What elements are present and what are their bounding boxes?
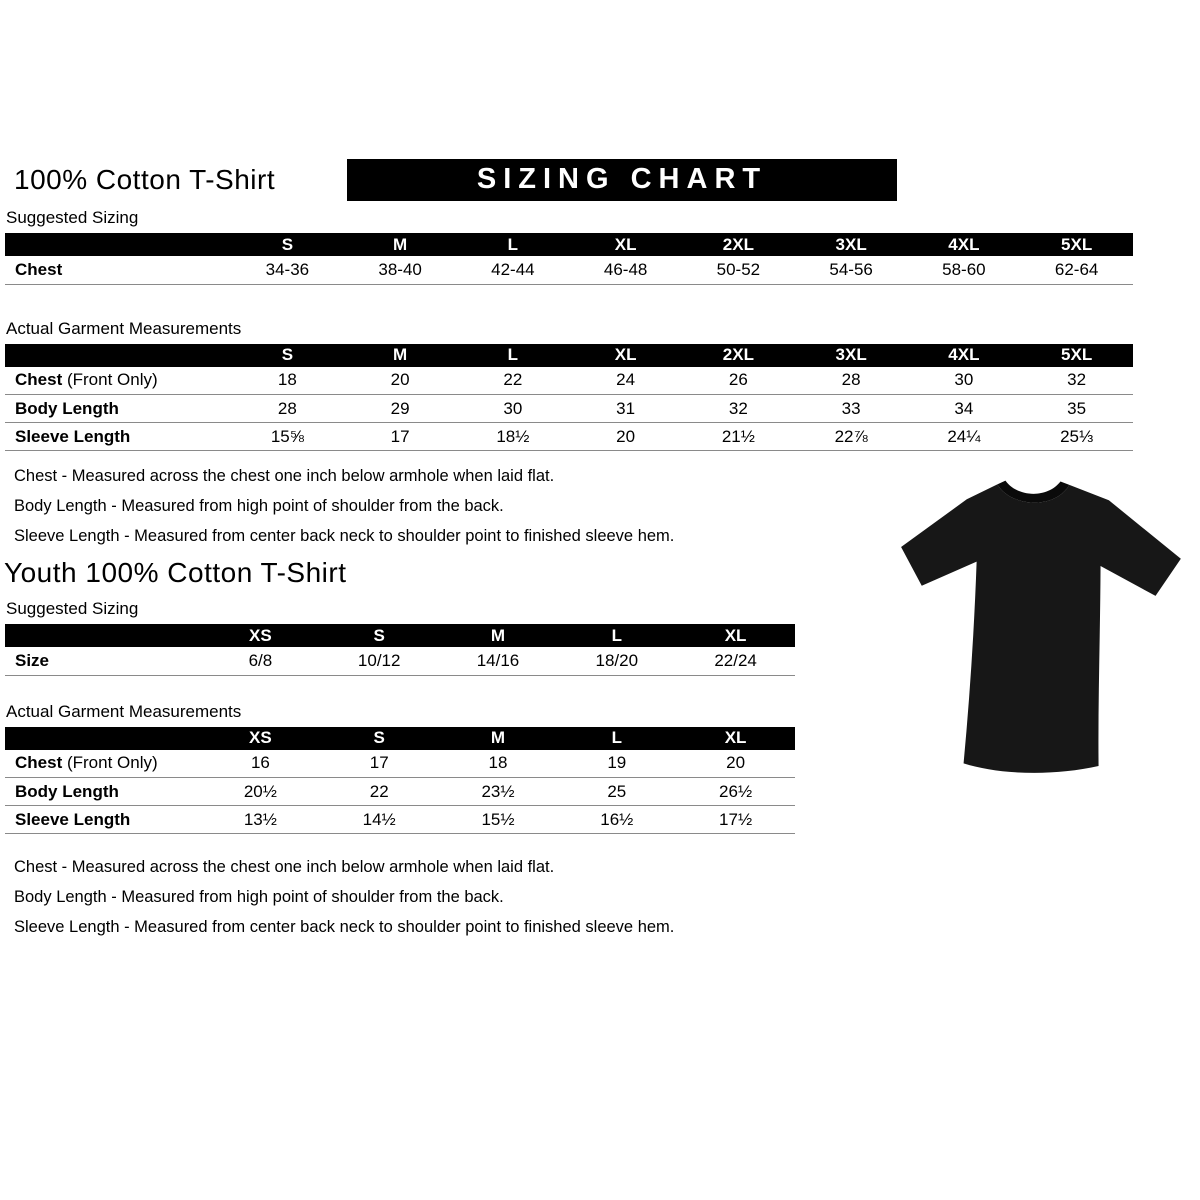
- size-header-cell: 4XL: [908, 233, 1021, 256]
- size-header-cell: XL: [569, 233, 682, 256]
- cell-value: 46-48: [569, 256, 682, 284]
- cell-value: 21½: [682, 423, 795, 451]
- row-label: Sleeve Length: [5, 806, 201, 834]
- note-chest: Chest - Measured across the chest one inch below armhole when laid flat.: [14, 467, 555, 485]
- row-label: Body Length: [5, 395, 231, 423]
- cell-value: 19: [557, 750, 676, 778]
- cell-value: 20½: [201, 778, 320, 806]
- size-header-cell: S: [320, 624, 439, 647]
- size-header-cell: M: [439, 624, 558, 647]
- cell-value: 16½: [557, 806, 676, 834]
- cell-value: 33: [795, 395, 908, 423]
- cell-value: 24¼: [908, 423, 1021, 451]
- cell-value: 14½: [320, 806, 439, 834]
- cell-value: 22: [320, 778, 439, 806]
- cell-value: 10/12: [320, 647, 439, 675]
- row-label: Sleeve Length: [5, 423, 231, 451]
- size-header-cell: S: [231, 233, 344, 256]
- size-header-cell: L: [457, 233, 570, 256]
- cell-value: 38-40: [344, 256, 457, 284]
- size-header-cell: 4XL: [908, 344, 1021, 367]
- cell-value: 50-52: [682, 256, 795, 284]
- cell-value: 17½: [676, 806, 795, 834]
- table-row: [5, 647, 795, 675]
- size-header-cell: 2XL: [682, 344, 795, 367]
- cell-value: 23½: [439, 778, 558, 806]
- size-header-cell: L: [557, 727, 676, 750]
- sizing-chart-banner: SIZING CHART: [347, 159, 897, 201]
- size-header-cell: S: [320, 727, 439, 750]
- table-row: [5, 750, 795, 778]
- header-label-cell: [5, 727, 201, 750]
- adult-title: 100% Cotton T-Shirt: [14, 164, 276, 195]
- size-header-cell: L: [457, 344, 570, 367]
- cell-value: 15½: [439, 806, 558, 834]
- size-header-cell: XL: [569, 344, 682, 367]
- header-label-cell: [5, 233, 231, 256]
- note-body-length: Body Length - Measured from high point of shoulder from the back.: [14, 888, 504, 906]
- header-label-cell: [5, 344, 231, 367]
- youth-actual-table: [5, 727, 795, 835]
- row-label: Size: [5, 647, 201, 675]
- cell-value: 22: [457, 367, 570, 395]
- row-label: Chest: [5, 256, 231, 284]
- youth-suggested-label: Suggested Sizing: [6, 599, 139, 618]
- cell-value: 20: [676, 750, 795, 778]
- table-row: [5, 778, 795, 806]
- header-label-cell: [5, 624, 201, 647]
- cell-value: 24: [569, 367, 682, 395]
- cell-value: 32: [1020, 367, 1133, 395]
- cell-value: 30: [457, 395, 570, 423]
- size-header-cell: 3XL: [795, 344, 908, 367]
- note-body-length: Body Length - Measured from high point of shoulder from the back.: [14, 497, 504, 515]
- size-header-cell: XL: [676, 624, 795, 647]
- header-row: [5, 233, 1133, 256]
- cell-value: 18/20: [557, 647, 676, 675]
- adult-suggested-table: [5, 233, 1133, 285]
- table-row: [5, 367, 1133, 395]
- tshirt-silhouette: [886, 457, 1198, 819]
- cell-value: 18: [231, 367, 344, 395]
- row-label: Chest (Front Only): [5, 367, 231, 395]
- cell-value: 18½: [457, 423, 570, 451]
- cell-value: 26½: [676, 778, 795, 806]
- note-chest: Chest - Measured across the chest one inch below armhole when laid flat.: [14, 858, 555, 876]
- cell-value: 34-36: [231, 256, 344, 284]
- cell-value: 31: [569, 395, 682, 423]
- cell-value: 58-60: [908, 256, 1021, 284]
- cell-value: 28: [795, 367, 908, 395]
- cell-value: 16: [201, 750, 320, 778]
- size-header-cell: XL: [676, 727, 795, 750]
- size-header-cell: 5XL: [1020, 344, 1133, 367]
- table-row: [5, 256, 1133, 284]
- size-header-cell: M: [439, 727, 558, 750]
- cell-value: 22⅞: [795, 423, 908, 451]
- cell-value: 22/24: [676, 647, 795, 675]
- cell-value: 30: [908, 367, 1021, 395]
- youth-suggested-table: [5, 624, 795, 676]
- header-row: [5, 727, 795, 750]
- cell-value: 25: [557, 778, 676, 806]
- size-header-cell: XS: [201, 727, 320, 750]
- tshirt-image: [886, 457, 1198, 819]
- cell-value: 18: [439, 750, 558, 778]
- cell-value: 20: [344, 367, 457, 395]
- size-header-cell: M: [344, 344, 457, 367]
- size-header-cell: 5XL: [1020, 233, 1133, 256]
- adult-actual-label: Actual Garment Measurements: [6, 318, 242, 338]
- header-row: [5, 344, 1133, 367]
- cell-value: 6/8: [201, 647, 320, 675]
- note-sleeve-length: Sleeve Length - Measured from center back neck to shoulder point to finished sleeve hem.: [14, 527, 675, 545]
- size-header-cell: S: [231, 344, 344, 367]
- adult-actual-table: [5, 344, 1133, 452]
- row-label: Body Length: [5, 778, 201, 806]
- row-label: Chest (Front Only): [5, 750, 201, 778]
- size-header-cell: M: [344, 233, 457, 256]
- adult-suggested-label: Suggested Sizing: [6, 208, 139, 227]
- cell-value: 25⅓: [1020, 423, 1133, 451]
- table-row: [5, 395, 1133, 423]
- table-row: [5, 806, 795, 834]
- header-row: [5, 624, 795, 647]
- spacer: [0, 285, 1200, 319]
- youth-notes: [0, 834, 1200, 942]
- cell-value: 35: [1020, 395, 1133, 423]
- size-header-cell: 3XL: [795, 233, 908, 256]
- size-header-cell: 2XL: [682, 233, 795, 256]
- cell-value: 28: [231, 395, 344, 423]
- cell-value: 20: [569, 423, 682, 451]
- cell-value: 34: [908, 395, 1021, 423]
- note-sleeve-length: Sleeve Length - Measured from center back neck to shoulder point to finished sleeve hem.: [14, 918, 675, 936]
- cell-value: 54-56: [795, 256, 908, 284]
- cell-value: 15⅝: [231, 423, 344, 451]
- size-header-cell: XS: [201, 624, 320, 647]
- cell-value: 13½: [201, 806, 320, 834]
- cell-value: 14/16: [439, 647, 558, 675]
- cell-value: 42-44: [457, 256, 570, 284]
- youth-title: Youth 100% Cotton T-Shirt: [4, 557, 347, 588]
- cell-value: 17: [344, 423, 457, 451]
- size-header-cell: L: [557, 624, 676, 647]
- youth-actual-label: Actual Garment Measurements: [6, 701, 242, 721]
- cell-value: 17: [320, 750, 439, 778]
- cell-value: 32: [682, 395, 795, 423]
- title-row: [0, 160, 1200, 200]
- table-row: [5, 423, 1133, 451]
- cell-value: 29: [344, 395, 457, 423]
- cell-value: 62-64: [1020, 256, 1133, 284]
- cell-value: 26: [682, 367, 795, 395]
